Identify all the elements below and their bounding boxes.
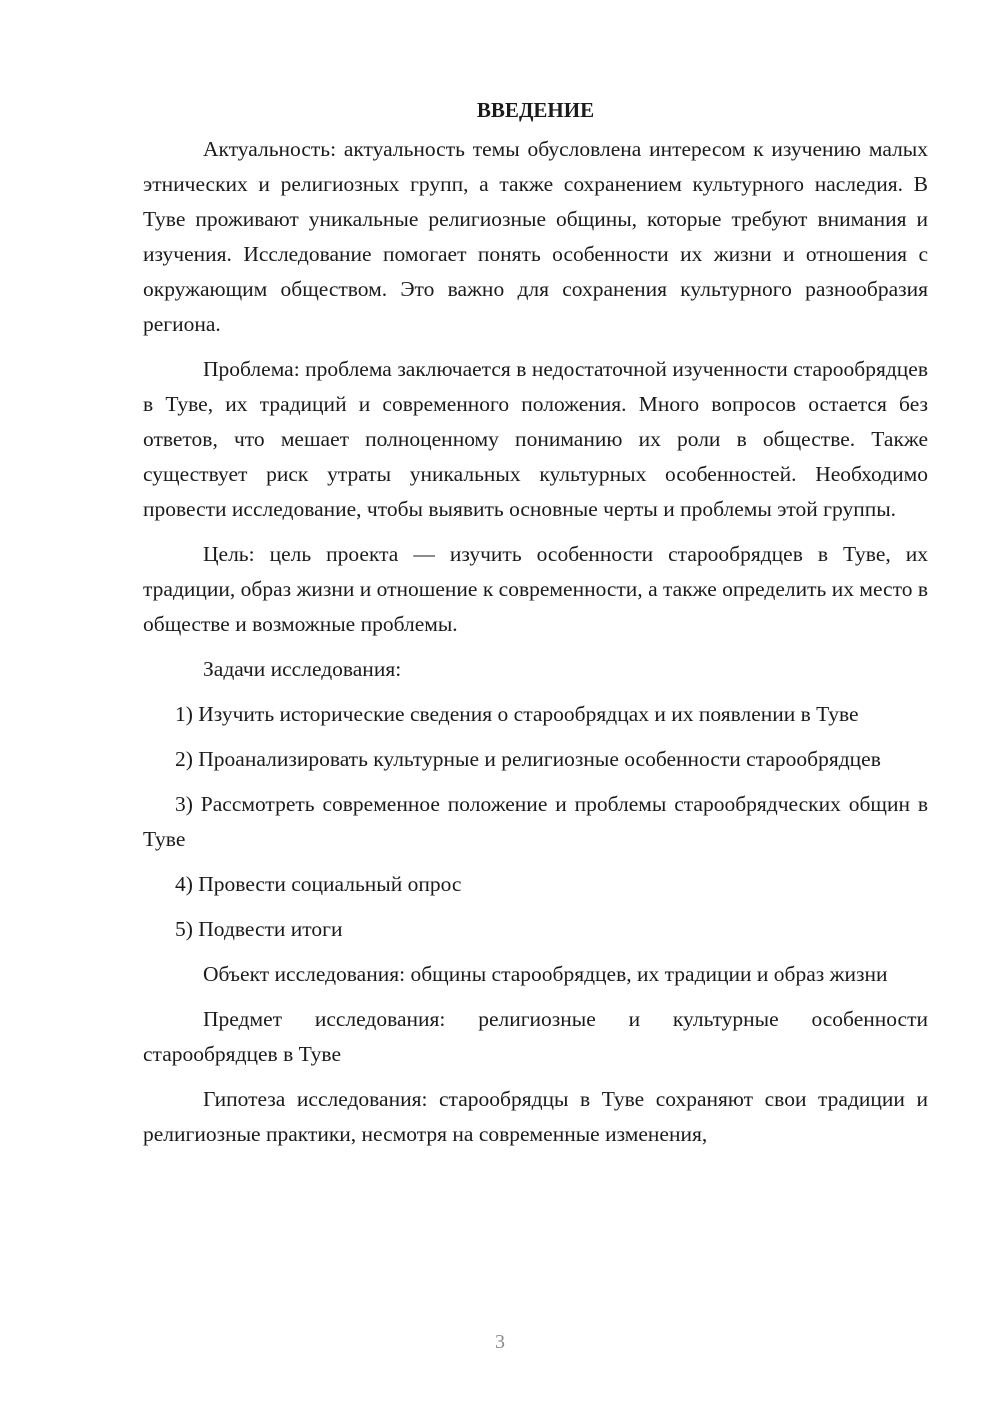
task-item-1: 1) Изучить исторические сведения о старообрядцах и их появлении в Туве bbox=[175, 702, 859, 726]
paragraph-hypothesis: Гипотеза исследования: старообрядцы в Туве сохраняют свои традиции и религиозные практики, несмотря на современные изменения, bbox=[143, 1087, 928, 1146]
paragraph-goal: Цель: цель проекта — изучить особенности старообрядцев в Туве, их традиции, образ жизни и отношение к современности, а также определить их место в обществе и возможные проблемы. bbox=[143, 542, 928, 636]
section-heading: ВВЕДЕНИЕ bbox=[476, 98, 595, 122]
task-item-2: 2) Проанализировать культурные и религиозные особенности старообрядцев bbox=[175, 747, 881, 771]
page-number: 3 bbox=[495, 1331, 505, 1353]
task-item-3: 3) Рассмотреть современное положение и проблемы старообрядческих общин в Туве bbox=[143, 792, 928, 851]
paragraph-problem: Проблема: проблема заключается в недостаточной изученности старообрядцев в Туве, их традиций и современного положения. Много вопросов остается без ответов, что мешает полноценному пониманию их роли в обществе. Также существует риск утраты уникальных культурных особенностей. Необходимо провести исследование, чтобы выявить основные черты и проблемы этой группы. bbox=[143, 357, 928, 521]
task-item-4: 4) Провести социальный опрос bbox=[175, 872, 462, 896]
paragraph-subject: Предмет исследования: религиозные и культурные особенности старообрядцев в Туве bbox=[143, 1007, 928, 1066]
paragraph-tasks-heading: Задачи исследования: bbox=[203, 657, 402, 681]
paragraph-relevance: Актуальность: актуальность темы обусловлена интересом к изучению малых этнических и религиозных групп, а также сохранением культурного наследия. В Туве проживают уникальные религиозные общины, которые требуют внимания и изучения. Исследование помогает понять особенности их жизни и отношения с окружающим обществом. Это важно для сохранения культурного разнообразия региона. bbox=[143, 137, 928, 336]
task-item-5: 5) Подвести итоги bbox=[175, 917, 343, 941]
paragraph-object: Объект исследования: общины старообрядцев, их традиции и образ жизни bbox=[203, 962, 888, 986]
